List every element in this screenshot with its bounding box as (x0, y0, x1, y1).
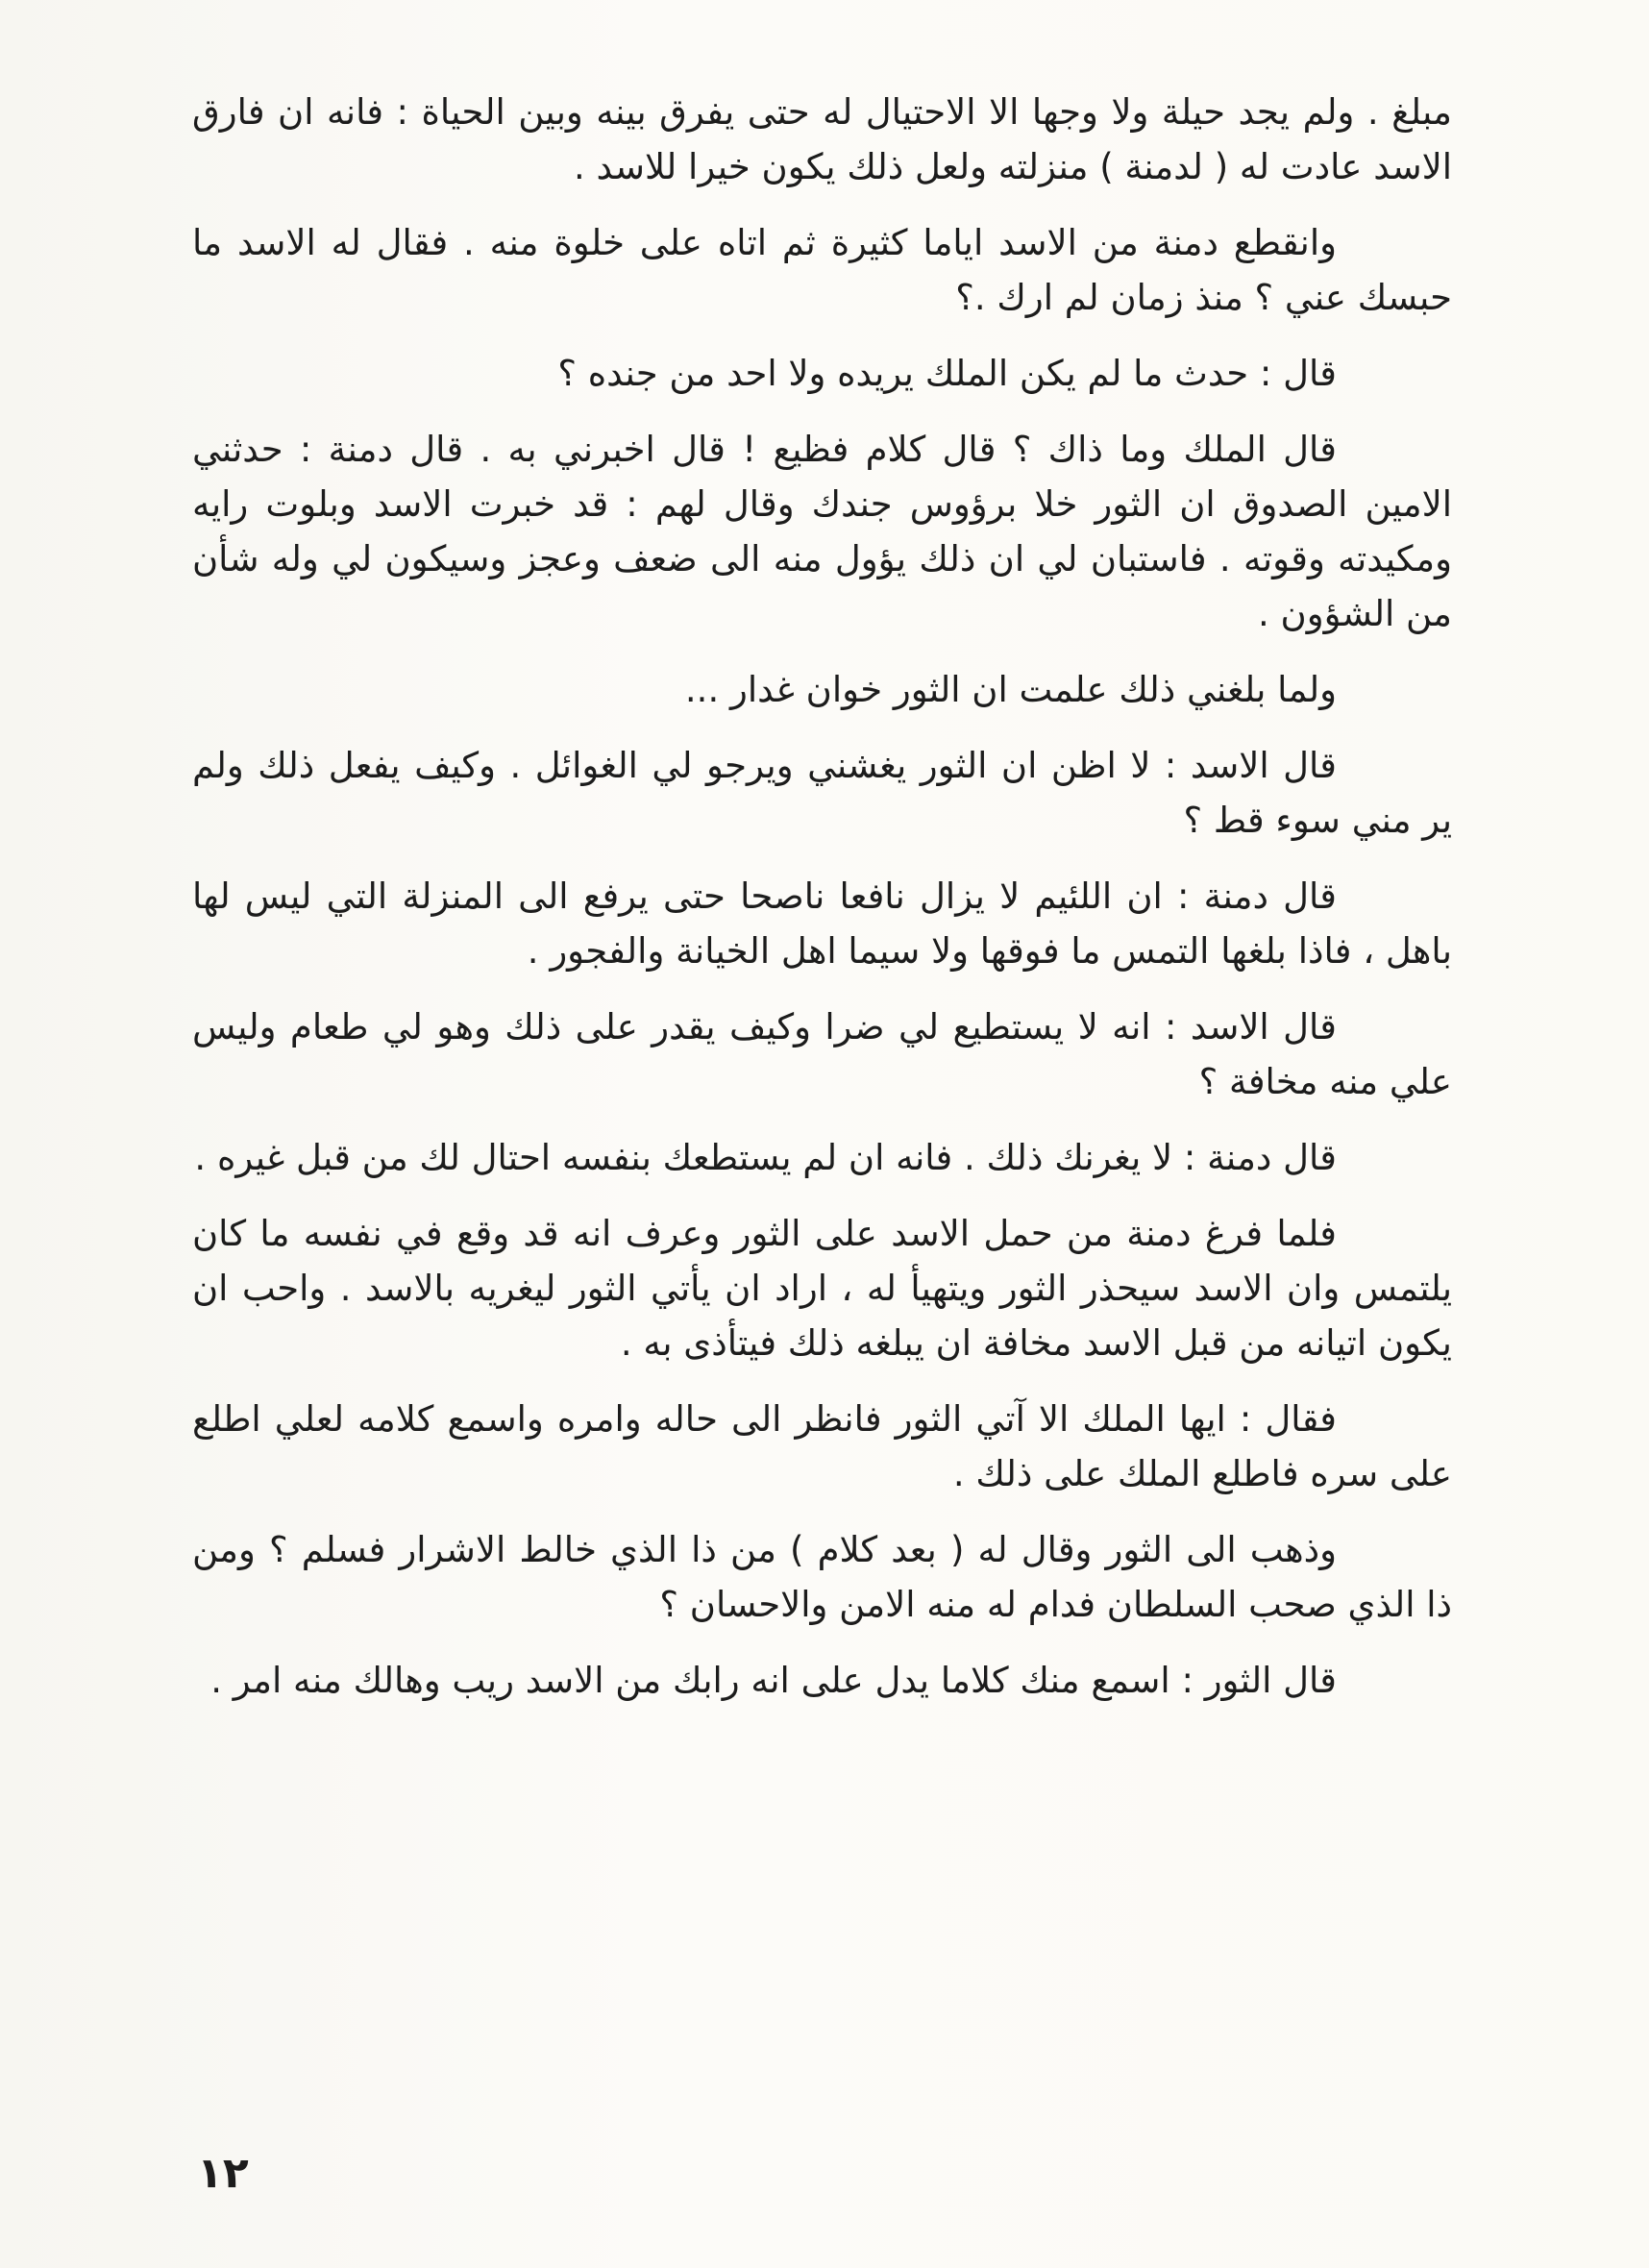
paragraph-8: قال الاسد : انه لا يستطيع لي ضرا وكيف يقدر على ذلك وهو لي طعام وليس علي منه مخافة ؟ (192, 1006, 1452, 1102)
paragraph-6: قال الاسد : لا اظن ان الثور يغشني ويرجو لي الغوائل . وكيف يفعل ذلك ولم ير مني سوء قط ؟ (192, 745, 1452, 841)
paragraph-12: وذهب الى الثور وقال له ( بعد كلام ) من ذا الذي خالط الاشرار فسلم ؟ ومن ذا الذي صحب السلطان فدام له منه الامن والاحسان ؟ (192, 1529, 1452, 1625)
paragraph-9: قال دمنة : لا يغرنك ذلك . فانه ان لم يستطعك بنفسه احتال لك من قبل غيره . (194, 1137, 1337, 1178)
paragraph-11: فقال : ايها الملك الا آتي الثور فانظر الى حاله وامره واسمع كلامه لعلي اطلع على سره فاطلع الملك على ذلك . (192, 1398, 1452, 1494)
paragraph-2: وانقطع دمنة من الاسد اياما كثيرة ثم اتاه على خلوة منه . فقال له الاسد ما حبسك عني ؟ منذ زمان لم ارك .؟ (192, 222, 1452, 318)
paragraph-4: قال الملك وما ذاك ؟ قال كلام فظيع ! قال اخبرني به . قال دمنة : حدثني الامين الصدوق ان الثور خلا برؤوس جندك وقال لهم : قد خبرت الاسد وبلوت رايه ومكيدته وقوته . فاستبان لي ان ذلك يؤول منه الى ضعف وعجز وسيكون لي وله شأن من الشؤون . (192, 429, 1452, 634)
paragraph-7: قال دمنة : ان اللئيم لا يزال نافعا ناصحا حتى يرفع الى المنزلة التي ليس لها باهل ، فاذا بلغها التمس ما فوقها ولا سيما اهل الخيانة والفجور . (192, 875, 1452, 972)
paragraph-13: قال الثور : اسمع منك كلاما يدل على انه رابك من الاسد ريب وهالك منه امر . (210, 1660, 1337, 1701)
paragraph-10: فلما فرغ دمنة من حمل الاسد على الثور وعرف انه قد وقع في نفسه ما كان يلتمس وان الاسد سيحذر الثور ويتهيأ له ، اراد ان يأتي الثور ليغريه بالاسد . واحب ان يكون اتيانه من قبل الاسد مخافة ان يبلغه ذلك فيتأذى به . (192, 1213, 1452, 1364)
paragraph-3: قال : حدث ما لم يكن الملك يريده ولا احد من جنده ؟ (557, 353, 1337, 394)
paragraph-5: ولما بلغني ذلك علمت ان الثور خوان غدار ... (684, 669, 1337, 710)
body-text (192, 85, 1452, 1729)
page-number: ١٢ (197, 2149, 249, 2198)
paragraph-1: مبلغ . ولم يجد حيلة ولا وجها الا الاحتيال له حتى يفرق بينه وبين الحياة : فانه ان فارق الاسد عادت له ( لدمنة ) منزلته ولعل ذلك يكون خيرا للاسد . (192, 91, 1452, 187)
